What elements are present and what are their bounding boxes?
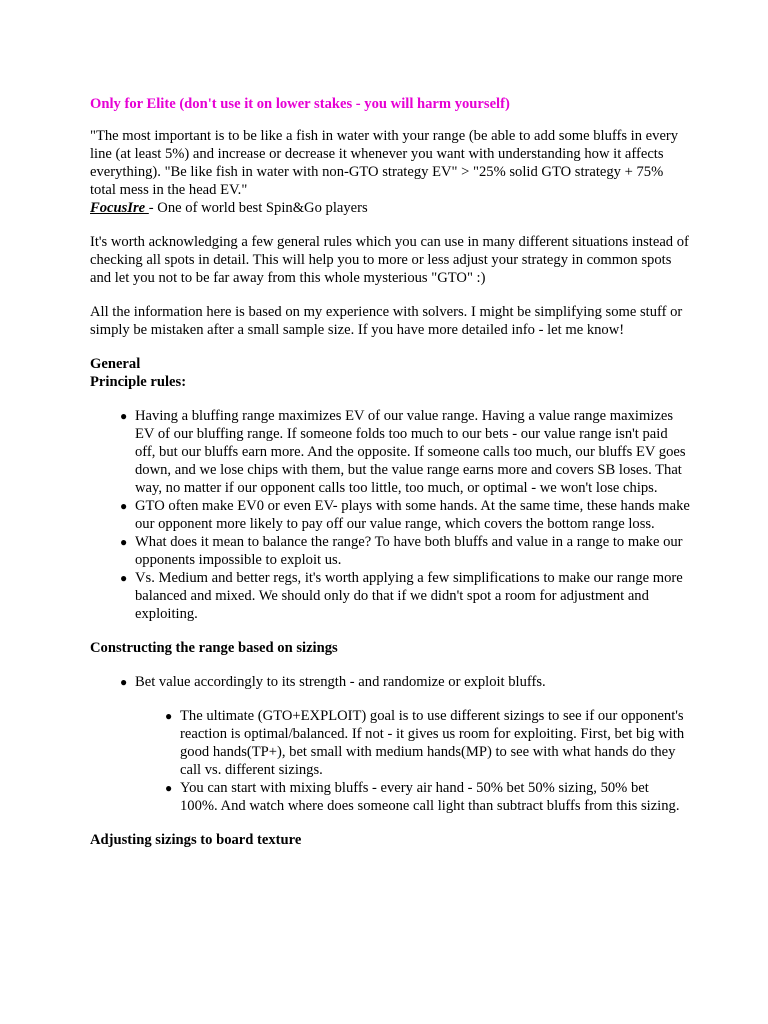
constructing-range-heading: Constructing the range based on sizings: [90, 640, 338, 656]
general-heading: General: [90, 356, 141, 372]
list-item-text: Bet value accordingly to its strength - and randomize or exploit bluffs.: [135, 674, 546, 690]
adjusting-sizings-heading: Adjusting sizings to board texture: [90, 832, 302, 848]
list-item: [165, 779, 690, 815]
list-item: [120, 673, 690, 691]
principle-rules-heading: Principle rules:: [90, 374, 187, 390]
quote-attribution: [90, 199, 690, 217]
bullet-icon: ●: [120, 571, 128, 585]
document-page: [90, 95, 690, 865]
constructing-list: [90, 673, 690, 691]
intro-paragraph-1: It's worth acknowledging a few general rules which you can use in many different situations instead of checking all spots in detail. This will help you to more or less adjust your strategy in common spots and let you not to be far away from this whole mysterious "GTO" :): [90, 234, 689, 286]
list-item: [120, 569, 690, 623]
general-heading-block: [90, 355, 690, 391]
bullet-icon: ●: [165, 709, 173, 723]
list-item-text: Vs. Medium and better regs, it's worth applying a few simplifications to make our range more balanced and mixed. We should only do that if we didn't spot a room for adjustment and exploiting.: [135, 570, 683, 622]
intro-paragraph-2: All the information here is based on my experience with solvers. I might be simplifying some stuff or simply be mistaken after a small sample size. If you have more detailed info - let me know!: [90, 304, 683, 338]
constructing-sublist: [90, 707, 690, 815]
author-description: - One of world best Spin&Go players: [148, 200, 368, 216]
author-name: FocusIre: [90, 200, 149, 216]
quote-text: "The most important is to be like a fish in water with your range (be able to add some bluffs in every line (at least 5%) and increase or decrease it whenever you want with understanding how it affects everything). "Be like fish in water with non-GTO strategy EV" > "25% solid GTO strategy + 75% total mess in the head EV.": [90, 128, 679, 198]
bullet-icon: ●: [165, 781, 173, 795]
list-item: [120, 497, 690, 533]
list-item-text: GTO often make EV0 or even EV- plays with some hands. At the same time, these hands make our opponent more likely to pay off our value range, which covers the bottom range loss.: [135, 498, 690, 532]
bullet-icon: ●: [120, 675, 128, 689]
list-item-text: The ultimate (GTO+EXPLOIT) goal is to use different sizings to see if our opponent's reaction is optimal/balanced. If not - it gives us room for exploiting. First, bet big with good hands(TP+), bet small with medium hands(MP) to see with what hands do they call vs. different sizings.: [180, 708, 685, 778]
bullet-icon: ●: [120, 535, 128, 549]
list-item: [120, 533, 690, 569]
list-item-text: Having a bluffing range maximizes EV of our value range. Having a value range maximizes EV of our bluffing range. If someone folds too much to our bets - our value range isn't paid off, but our bluffs earn more. And the opposite. If someone calls too much, our bluffs EV goes down, and we lose chips with them, but the value range earns more and covers SB loses. That way, no matter if our opponent calls too little, too much, or optimal - we won't lose chips.: [135, 408, 686, 496]
list-item-text: You can start with mixing bluffs - every air hand - 50% bet 50% sizing, 50% bet 100%. And watch where does someone call light than subtract bluffs from this sizing.: [180, 780, 680, 814]
bullet-icon: ●: [120, 499, 128, 513]
quote-block: [90, 127, 690, 217]
list-item: [120, 407, 690, 497]
elite-warning: Only for Elite (don't use it on lower stakes - you will harm yourself): [90, 96, 510, 112]
list-item: [165, 707, 690, 779]
bullet-icon: ●: [120, 409, 128, 423]
principles-list: [90, 407, 690, 623]
list-item-text: What does it mean to balance the range? To have both bluffs and value in a range to make our opponents impossible to exploit us.: [135, 534, 683, 568]
